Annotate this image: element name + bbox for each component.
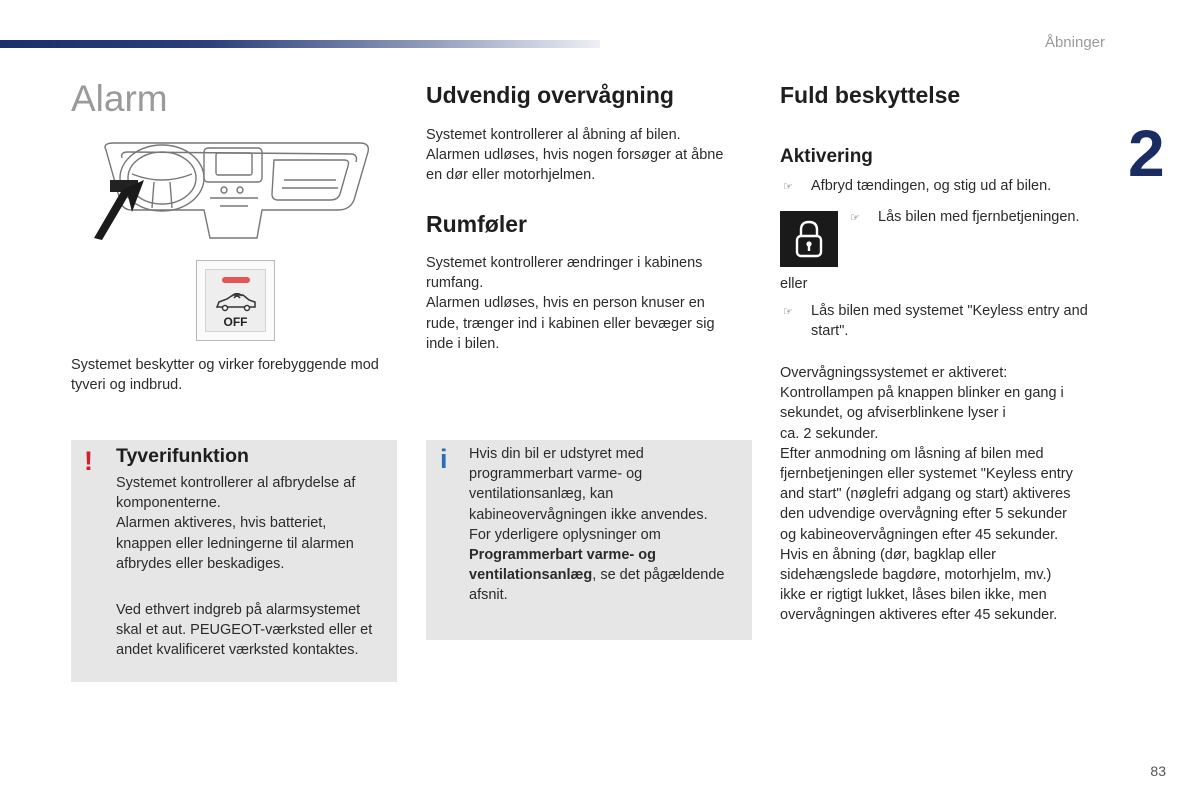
warning-text-1: Systemet kontrollerer al afbrydelse af komponenterne. Alarmen aktiveres, hvis batteriet, knappen eller ledningerne til alarmen afbrydes eller beskadiges. bbox=[116, 475, 356, 572]
page-number: 83 bbox=[1150, 763, 1166, 779]
step-1: ☞ Afbryd tændingen, og stig ud af bilen. bbox=[783, 176, 1103, 197]
alarm-caption: Systemet beskytter og virker forebyggende mod tyveri og indbrud. bbox=[71, 357, 379, 394]
warning-title: Tyverifunktion bbox=[116, 445, 249, 467]
info-text: Hvis din bil er udstyret med programmerbart varme- og ventilationsanlæg, kan kabineovervågningen ikke anvendes. For yderligere oplysninger om Programmerbart varme- og ventilationsanlæg, se det pågældende afsnit. bbox=[469, 446, 725, 604]
alarm-indicator-led bbox=[222, 277, 250, 283]
pointing-hand-icon: ☞ bbox=[783, 181, 793, 193]
status-text: Overvågningssystemet er aktiveret: Kontrollampen på knappen blinker en gang i sekundet, og afviserblinkene lyser i ca. 2 sekunder. Efter anmodning om låsning af bilen med fjernbetjeningen eller systemet "Keyless entry and start" (nøglefri adgang og start) aktiveres den udvendige overvågning efter 5 sekunder og kabineovervågningen efter 45 sekunder. Hvis en åbning (dør, bagklap eller sidehængslede bagdøre, motorhjelm, mv.) ikke er rigtigt lukket, låses bilen ikke, men overvågningen aktiveres efter 45 sekunder. bbox=[780, 365, 1073, 624]
alarm-button-panel bbox=[196, 260, 275, 341]
section-name: Åbninger bbox=[1044, 34, 1105, 51]
or-text: eller bbox=[780, 276, 808, 292]
off-label: OFF bbox=[223, 315, 248, 329]
warning-box bbox=[71, 440, 397, 682]
warning-text-2: Ved ethvert indgreb på alarmsystemet skal et aut. PEUGEOT-værksted eller et andet kvalificeret værksted kontaktes. bbox=[116, 602, 373, 659]
lock-button-icon bbox=[780, 211, 838, 267]
subheading-activation: Aktivering bbox=[780, 146, 873, 167]
interior-sensor-text: Systemet kontrollerer ændringer i kabinens rumfang. Alarmen udløses, hvis en person knuser en rude, trænger ind i kabinen eller bevæger sig inde i bilen. bbox=[426, 255, 715, 352]
exterior-text: Systemet kontrollerer al åbning af bilen. Alarmen udløses, hvis nogen forsøger at åbne en dør eller motorhjelmen. bbox=[426, 127, 724, 184]
alarm-button bbox=[205, 269, 266, 332]
chapter-number: 2 bbox=[1128, 116, 1165, 190]
info-box bbox=[426, 440, 752, 640]
car-alarm-icon bbox=[213, 293, 259, 313]
page-title: Alarm bbox=[71, 78, 168, 119]
header-color-bar bbox=[0, 40, 600, 48]
dashboard-illustration bbox=[92, 138, 374, 243]
pointing-hand-icon: ☞ bbox=[783, 306, 793, 318]
section-heading-interior-sensor: Rumføler bbox=[426, 211, 527, 237]
step-3: ☞ Lås bilen med systemet "Keyless entry and start". bbox=[783, 301, 1113, 341]
padlock-icon bbox=[792, 219, 826, 259]
section-heading-exterior: Udvendig overvågning bbox=[426, 82, 674, 108]
pointing-hand-icon: ☞ bbox=[850, 212, 860, 224]
step-2: ☞ Lås bilen med fjernbetjeningen. bbox=[850, 207, 1110, 228]
section-heading-full-protection: Fuld beskyttelse bbox=[780, 82, 961, 108]
info-icon: i bbox=[440, 444, 448, 474]
warning-icon: ! bbox=[84, 446, 93, 476]
